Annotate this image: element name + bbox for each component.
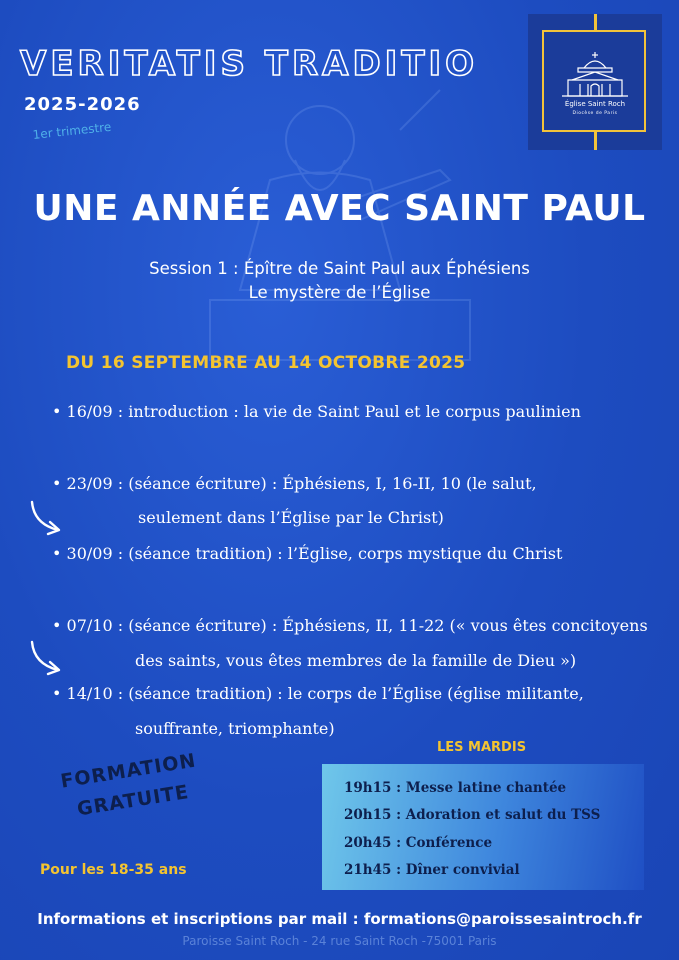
schedule-row: 20h15 : Adoration et salut du TSS xyxy=(344,807,601,823)
schedule-box xyxy=(322,764,644,890)
session-heading xyxy=(0,257,679,305)
bullet: • xyxy=(52,616,62,635)
free-training-label xyxy=(52,745,210,828)
schedule-heading: LES MARDIS xyxy=(437,740,527,755)
church-facade-icon xyxy=(558,50,632,98)
schedule-row: 20h45 : Conférence xyxy=(344,835,493,851)
program-item-text: 14/10 : (séance tradition) : le corps de l’Église (église militante, xyxy=(66,684,584,703)
program-item-continuation: seulement dans l’Église par le Christ) xyxy=(138,508,444,527)
schedule-row: 21h45 : Dîner convivial xyxy=(344,862,520,878)
logo-subtitle: Diocèse de Paris xyxy=(572,111,618,116)
logo-name: Église Saint Roch xyxy=(564,100,626,108)
program-item-text: 30/09 : (séance tradition) : l’Église, corps mystique du Christ xyxy=(66,544,563,563)
schedule-row: 19h15 : Messe latine chantée xyxy=(344,780,567,796)
date-range: DU 16 SEPTEMBRE AU 14 OCTOBRE 2025 xyxy=(66,353,466,373)
brand-title: VERITATIS TRADITIO xyxy=(20,44,479,84)
main-title: UNE ANNÉE AVEC SAINT PAUL xyxy=(33,188,646,229)
contact-info: Informations et inscriptions par mail : formations@paroissesaintroch.fr xyxy=(37,910,642,928)
free-line-2: GRATUITE xyxy=(75,781,191,821)
logo-line-bottom xyxy=(594,132,597,150)
program-item xyxy=(52,466,537,501)
program-item-text: 07/10 : (séance écriture) : Éphésiens, II, 11-22 (« vous êtes concitoyens xyxy=(66,616,648,635)
bullet: • xyxy=(52,474,62,493)
parish-address: Paroisse Saint Roch - 24 rue Saint Roch -75001 Paris xyxy=(182,934,497,948)
program-item-text: 23/09 : (séance écriture) : Éphésiens, I, 16-II, 10 (le salut, xyxy=(66,474,537,493)
curved-arrow-icon xyxy=(28,498,64,538)
bullet: • xyxy=(52,544,62,563)
bullet: • xyxy=(52,402,62,421)
program-item xyxy=(52,536,562,571)
logo-line-top xyxy=(594,14,597,30)
bullet: • xyxy=(52,684,62,703)
age-range: Pour les 18-35 ans xyxy=(40,862,187,878)
session-line-2: Le mystère de l’Église xyxy=(248,283,431,302)
program-item xyxy=(52,394,581,429)
program-item xyxy=(52,676,584,711)
curved-arrow-icon xyxy=(28,638,64,678)
year-range: 2025-2026 xyxy=(24,94,141,115)
term-label: 1er trimestre xyxy=(32,119,112,142)
program-item-continuation: des saints, vous êtes membres de la famille de Dieu ») xyxy=(135,651,577,670)
program-item-text: 16/09 : introduction : la vie de Saint Paul et le corpus paulinien xyxy=(66,402,581,421)
session-line-1: Session 1 : Épître de Saint Paul aux Éphésiens xyxy=(149,259,530,278)
program-item xyxy=(52,608,648,643)
free-line-1: FORMATION xyxy=(59,749,198,793)
church-logo xyxy=(528,14,662,150)
program-item-continuation: souffrante, triomphante) xyxy=(135,719,335,738)
